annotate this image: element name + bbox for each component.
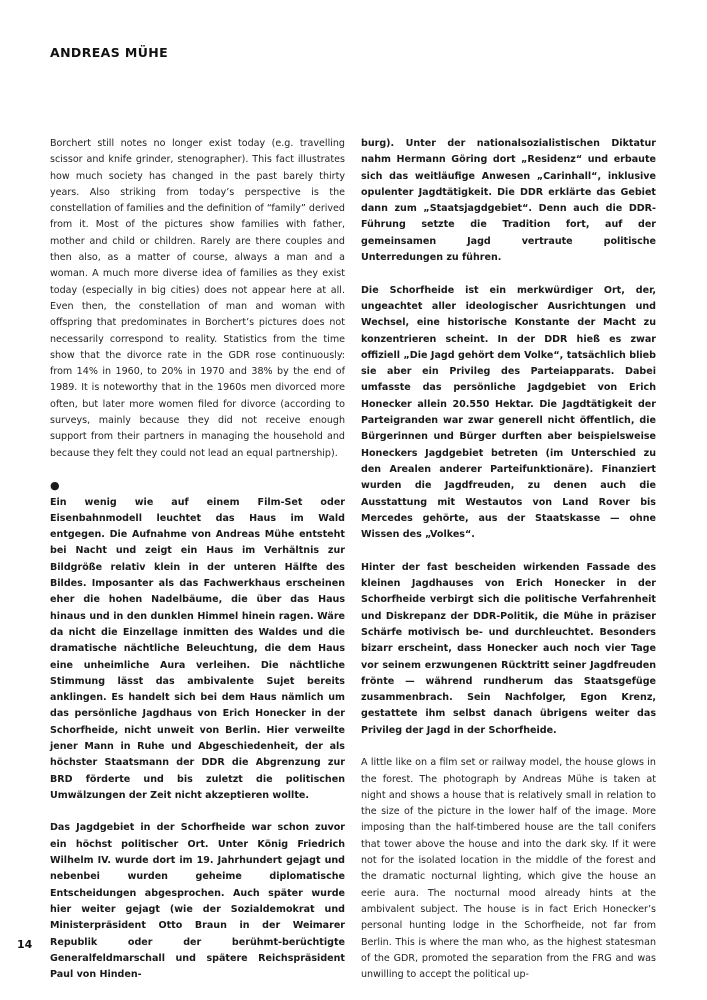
german-paragraph: Hinter der fast bescheiden wirkenden Fassade des kleinen Jagdhauses von Erich Honecker in der Schorfheide verbirgt sich die politische Verfahrenheit und Diskrepanz der DDR-Politik, die Mühe in präziser Schärfe motivisch be- und durchleuchtet. Besonders bizarr erscheint, dass Honecker auch noch vier Tage vor seinem erzwungenen Rücktritt seiner Jagdfreuden frönte — während rundherum das Staatsgefüge zusammenbrach. Sein Nachfolger, Egon Krenz, gestattete ihm selbst danach übrigens weiter das Privileg der Jagd in der Schorfheide.: [361, 561, 656, 736]
running-header: ANDREAS MÜHE: [50, 45, 169, 60]
left-column: [50, 136, 345, 983]
german-paragraph: Ein wenig wie auf einem Film-Set oder Eisenbahnmodell leuchtet das Haus im Wald entgegen. Die Aufnahme von Andreas Mühe entsteht bei Nacht und zeigt ein Haus im Verhältnis zur Bildgröße relativ klein in der unteren Hälfte des Bildes. Imposanter als das Fachwerkhaus erscheinen eher die hohen Nadelbäume, die über das Haus hinaus und in den dunklen Himmel hinein ragen. Wäre da nicht die Einzellage inmitten des Waldes und die dramatische nächtliche Beleuchtung, die dem Haus eine unheimliche Aura verleihen. Die nächtliche Stimmung lässt das ambivalente Sujet bereits anklingen. Es handelt sich bei dem Haus nämlich um das persönliche Jagdhaus von Erich Honecker in der Schorfheide, nicht unweit von Berlin. Hier verweilte jener Mann in Ruhe und Abgeschiedenheit, der als höchster Staatsmann der DDR die Abgrenzung zur BRD förderte und bis zuletzt die politischen Umwälzungen der Zeit nicht akzeptieren wollte.: [50, 496, 345, 801]
english-paragraph: Borchert still notes no longer exist today (e.g. travelling scissor and knife grinder, stenographer). This fact illustrates how much society has changed in the past barely thirty years. Also striking from today’s perspective is the constellation of families and the definition of “family” derived from it. Most of the pictures show families with father, mother and child or children. Rarely are there couples and then also, as a matter of course, always a man and a woman. A much more diverse idea of families as they exist today (especially in big cities) does not appear here at all. Even then, the constellation of man and woman with offspring that predominates in Borchert’s pictures does not necessarily correspond to reality. Statistics from the time show that the divorce rate in the GDR rose continuously: from 14% in 1960, to 20% in 1970 and 38% by the end of 1989. It is noteworthy that in the 1960s men divorced more often, but later more women filed for divorce (according to surveys, mainly because they did not receive enough support from their partners in managing the household and because they felt they could not lead an equal partnership).: [50, 138, 345, 459]
german-paragraph: burg). Unter der nationalsozialistischen Diktatur nahm Hermann Göring dort „Residenz“ und erbaute sich das weitläufige Anwesen „Carinhall“, inklusive opulenter Jagdtätigkeit. Die DDR erklärte das Gebiet dann zum „Staatsjagdgebiet“. Denn auch die DDR-Führung setzte die Tradition fort, auf der gemeinsamen Jagd vertraute politische Unterredungen zu führen.: [361, 138, 656, 264]
right-column: [361, 136, 656, 983]
section-bullet-icon: ●: [50, 479, 60, 493]
english-paragraph: A little like on a film set or railway model, the house glows in the forest. The photograph by Andreas Mühe is taken at night and shows a house that is relatively small in relation to the size of the picture in the lower half of the image. More imposing than the half-timbered house are the tall conifers that tower above the house and into the dark sky. If it were not for the isolated location in the middle of the forest and the dramatic nocturnal lighting, which give the house an eerie aura. The nocturnal mood already hints at the ambivalent subject. The house is in fact Erich Honecker’s personal hunting lodge in the Schorfheide, not far from Berlin. This is where the man who, as the highest statesman of the GDR, promoted the separation from the FRG and was unwilling to accept the political up-: [361, 757, 656, 981]
german-paragraph: Das Jagdgebiet in der Schorfheide war schon zuvor ein höchst politischer Ort. Unter König Friedrich Wilhelm IV. wurde dort im 19. Jahrhundert gejagt und nebenbei wurden geheime diplomatische Entscheidungen abgesprochen. Auch später wurde hier weiter gejagt (wie der Sozialdemokrat und Ministerpräsident Otto Braun in der Weimarer Republik oder der berühmt-berüchtigte Generalfeldmarschall und spätere Reichspräsident Paul von Hinden-: [50, 822, 345, 981]
german-paragraph: Die Schorfheide ist ein merkwürdiger Ort, der, ungeachtet aller ideologischer Ausrichtungen und Wechsel, eine historische Konstante der Macht zu konzentrieren scheint. In der DDR hieß es zwar offiziell „Die Jagd gehört dem Volke“, tatsächlich blieb sie aber ein Privileg des Parteiapparats. Dabei umfasste das persönliche Jagdgebiet von Erich Honecker allein 20.550 Hektar. Die Jagdtätigkeit der Parteigranden war zwar generell nicht öffentlich, die Bürgerinnen und Bürger durften aber beispielsweise Honeckers Jagdgebiet betreten (im Unterschied zu den Arealen anderer Parteifunktionäre). Finanziert wurden die Jagdfreuden, zu denen auch die Ausstattung mit Westautos von Land Rover bis Mercedes gehörte, aus der Staatskasse — ohne Wissen des „Volkes“.: [361, 284, 656, 541]
page-number: 14: [17, 938, 33, 951]
